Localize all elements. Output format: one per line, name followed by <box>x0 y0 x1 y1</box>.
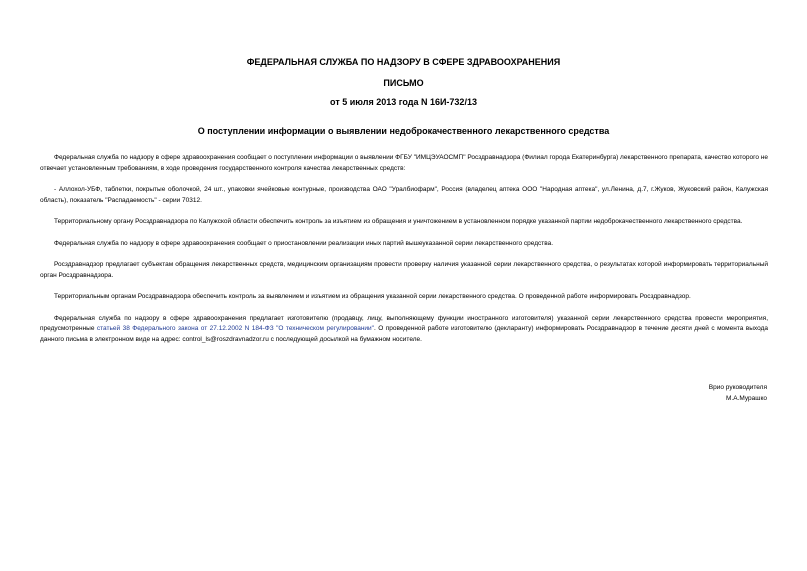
paragraph-7 <box>40 314 768 346</box>
signatory-position: Врио руководителя <box>708 384 767 391</box>
document-subject: О поступлении информации о выявлении недоброкачественного лекарственного средства <box>197 126 610 136</box>
agency-title: ФЕДЕРАЛЬНАЯ СЛУЖБА ПО НАДЗОРУ В СФЕРЕ ЗДРАВООХРАНЕНИЯ <box>246 57 561 67</box>
paragraph-7-end: . О проведенной работе изготовителю (декларанту) информировать Росздравнадзор в течение десяти дней с момента выхода данного письма в электронном виде на адрес: control_ls@roszdravnadzor.ru с последующей досылкой на бумажном носителе. <box>40 325 768 343</box>
law-reference-link[interactable]: статьей 38 Федерального закона от 27.12.2002 N 184-ФЗ "О техническом регулировании" <box>96 325 374 332</box>
paragraph-1: Федеральная служба по надзору в сфере здравоохранения сообщает о поступлении информации о выявлении ФГБУ "ИМЦЭУАОСМП" Росздравнадзора (Филиал города Екатеринбурга) лекарственного препарата, качество которого не отвечает установленным требованиям, в ходе проведения государственного контроля качества лекарственных средств: <box>40 154 768 172</box>
paragraph-2: - Аллохол-УБФ, таблетки, покрытые оболочкой, 24 шт., упаковки ячейковые контурные, производства ОАО "Уралбиофарм", Россия (владелец аптека ООО "Народная аптека", ул.Ленина, д.7, г.Жуков, Жуковский район, Калужская область), показатель "Распадаемость" - серии 70312. <box>40 186 768 204</box>
document-type: ПИСЬМО <box>383 78 424 88</box>
paragraph-7-start: Федеральная служба по надзору в сфере здравоохранения предлагает изготовителю (продавцу, лицу, выполняющему функции иностранного изготовителя) указанной серии лекарственного средства провести мероприятия, предусмотренные <box>40 314 768 332</box>
signature-block <box>709 383 767 404</box>
paragraph-6: Территориальным органам Росздравнадзора обеспечить контроль за выявлением и изъятием из обращения указанной серии лекарственного средства. О проведенной работе информировать Росздравнадзор. <box>54 293 691 300</box>
document-body <box>40 153 768 356</box>
signatory-name: М.А.Мурашко <box>725 394 767 402</box>
document-date-number: от 5 июля 2013 года N 16И-732/13 <box>330 97 477 107</box>
paragraph-5: Росздравнадзор предлагает субъектам обращения лекарственных средств, медицинским организациям провести проверку наличия указанной серии лекарственного средства, о результатах которой информировать территориальный орган Росздравнадзора. <box>40 261 768 279</box>
paragraph-4: Федеральная служба по надзору в сфере здравоохранения сообщает о приостановлении реализации иных партий вышеуказанной серии лекарственного средства. <box>54 239 554 247</box>
paragraph-3: Территориальному органу Росздравнадзора по Калужской области обеспечить контроль за изъятием из обращения и уничтожением в установленном порядке указанной партии недоброкачественного лекарственного средства. <box>54 218 743 225</box>
